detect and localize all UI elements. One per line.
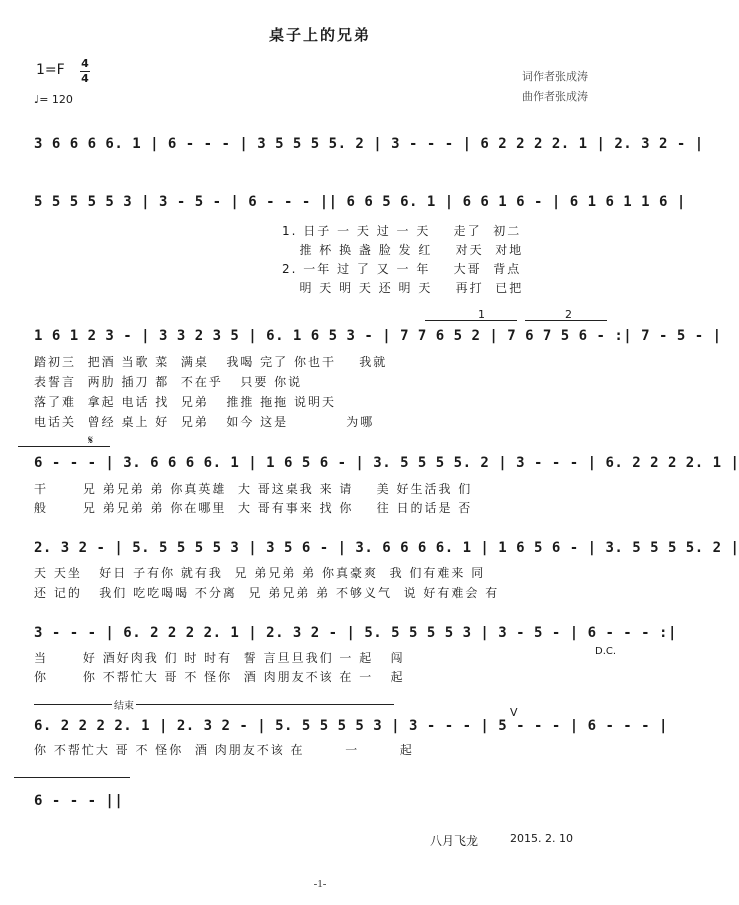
lyric-line-3-2: 表誓言 两肋 插刀 都 不在乎 只要 你说: [34, 375, 303, 389]
music-line-6: 3 - - - | 6. 2 2 2 2. 1 | 2. 3 2 - | 5. 5 5 5 5 3 | 3 - 5 - | 6 - - - :|: [34, 625, 677, 641]
segno-mark: 𝄋: [88, 433, 94, 447]
page-number: -1-: [313, 878, 327, 890]
lyric-line-2-3: 2. 一年 过 了 又 一 年 大哥 背点: [282, 262, 522, 276]
time-signature: [80, 58, 90, 85]
end-label: 结束: [112, 697, 136, 712]
time-signature-top: 4: [81, 57, 89, 70]
segno-tie: [18, 446, 110, 447]
lyric-line-2-4: 明 天 明 天 还 明 天 再打 已把: [282, 281, 524, 295]
music-line-1: 3 6 6 6 6. 1 | 6 - - - | 3 5 5 5 5. 2 | 3 - - - | 6 2 2 2 2. 1 | 2. 3 2 - |: [34, 136, 704, 152]
music-line-3: 1 6 1 2 3 - | 3 3 2 3 5 | 6. 1 6 5 3 - | 7 7 6 5 2 | 7 6 7 5 6 - :| 7 - 5 - |: [34, 328, 722, 344]
lyric-line-6-1: 当 好 酒好肉我 们 时 时有 誓 言旦旦我们 一 起 闯: [34, 651, 405, 665]
song-title: 桌子上的兄弟: [268, 26, 371, 44]
volta-1-bracket: [425, 320, 517, 321]
breath-mark: V: [510, 706, 518, 719]
end-bracket-line: [34, 704, 394, 705]
arranged-date: 2015. 2. 10: [510, 832, 573, 845]
music-line-2: 5 5 5 5 5 3 | 3 - 5 - | 6 - - - || 6 6 5 6. 1 | 6 6 1 6 - | 6 1 6 1 1 6 |: [34, 194, 686, 210]
volta-1-label: 1: [478, 308, 485, 321]
lyricist-credit: 词作者张成涛: [522, 70, 588, 83]
lyric-line-2-1: 1. 日子 一 天 过 一 天 走了 初二: [282, 224, 522, 238]
key-signature: 1=F: [36, 62, 65, 78]
lyric-line-3-1: 踏初三 把酒 当歌 菜 满桌 我喝 完了 你也干 我就: [34, 355, 388, 369]
lyric-line-2-2: 推 杯 换 盏 脸 发 红 对天 对地: [282, 243, 524, 257]
music-line-8: 6 - - - ||: [34, 793, 124, 809]
lyric-line-7-1: 你 不帮忙大 哥 不 怪你 酒 肉朋友不该 在 一 起: [34, 743, 414, 757]
music-line-5: 2. 3 2 - | 5. 5 5 5 5 3 | 3 5 6 - | 3. 6 6 6 6. 1 | 1 6 5 6 - | 3. 5 5 5 5. 2 |: [34, 540, 739, 556]
volta-2-label: 2: [565, 308, 572, 321]
lyric-line-4-2: 般 兄 弟兄弟 弟 你在哪里 大 哥有事来 找 你 往 日的话是 否: [34, 501, 473, 515]
tempo-marking: ♩= 120: [34, 93, 73, 106]
lyric-line-5-1: 天 天坐 好日 子有你 就有我 兄 弟兄弟 弟 你真豪爽 我 们有难来 同: [34, 566, 486, 580]
lyric-line-4-1: 干 兄 弟兄弟 弟 你真英雄 大 哥这桌我 来 请 美 好生活我 们: [34, 482, 473, 496]
arranger-name: 八月飞龙: [430, 834, 479, 848]
music-line-7: 6. 2 2 2 2. 1 | 2. 3 2 - | 5. 5 5 5 5 3 | 3 - - - | 5 - - - | 6 - - - |: [34, 718, 668, 734]
final-tie: [14, 777, 130, 778]
music-line-4: 6 - - - | 3. 6 6 6 6. 1 | 1 6 5 6 - | 3. 5 5 5 5. 2 | 3 - - - | 6. 2 2 2 2. 1 |: [34, 455, 739, 471]
lyric-line-6-2: 你 你 不帮忙大 哥 不 怪你 酒 肉朋友不该 在 一 起: [34, 670, 405, 684]
composer-credit: 曲作者张成涛: [522, 90, 588, 103]
time-signature-bottom: 4: [81, 72, 89, 85]
lyric-line-3-4: 电话关 曾经 桌上 好 兄弟 如今 这是 为哪: [34, 415, 375, 429]
lyric-line-5-2: 还 记的 我们 吃吃喝喝 不分离 兄 弟兄弟 弟 不够义气 说 好有难会 有: [34, 586, 500, 600]
lyric-line-3-3: 落了难 拿起 电话 找 兄弟 推推 拖拖 说明天: [34, 395, 336, 409]
dc-mark: D.C.: [595, 646, 617, 657]
